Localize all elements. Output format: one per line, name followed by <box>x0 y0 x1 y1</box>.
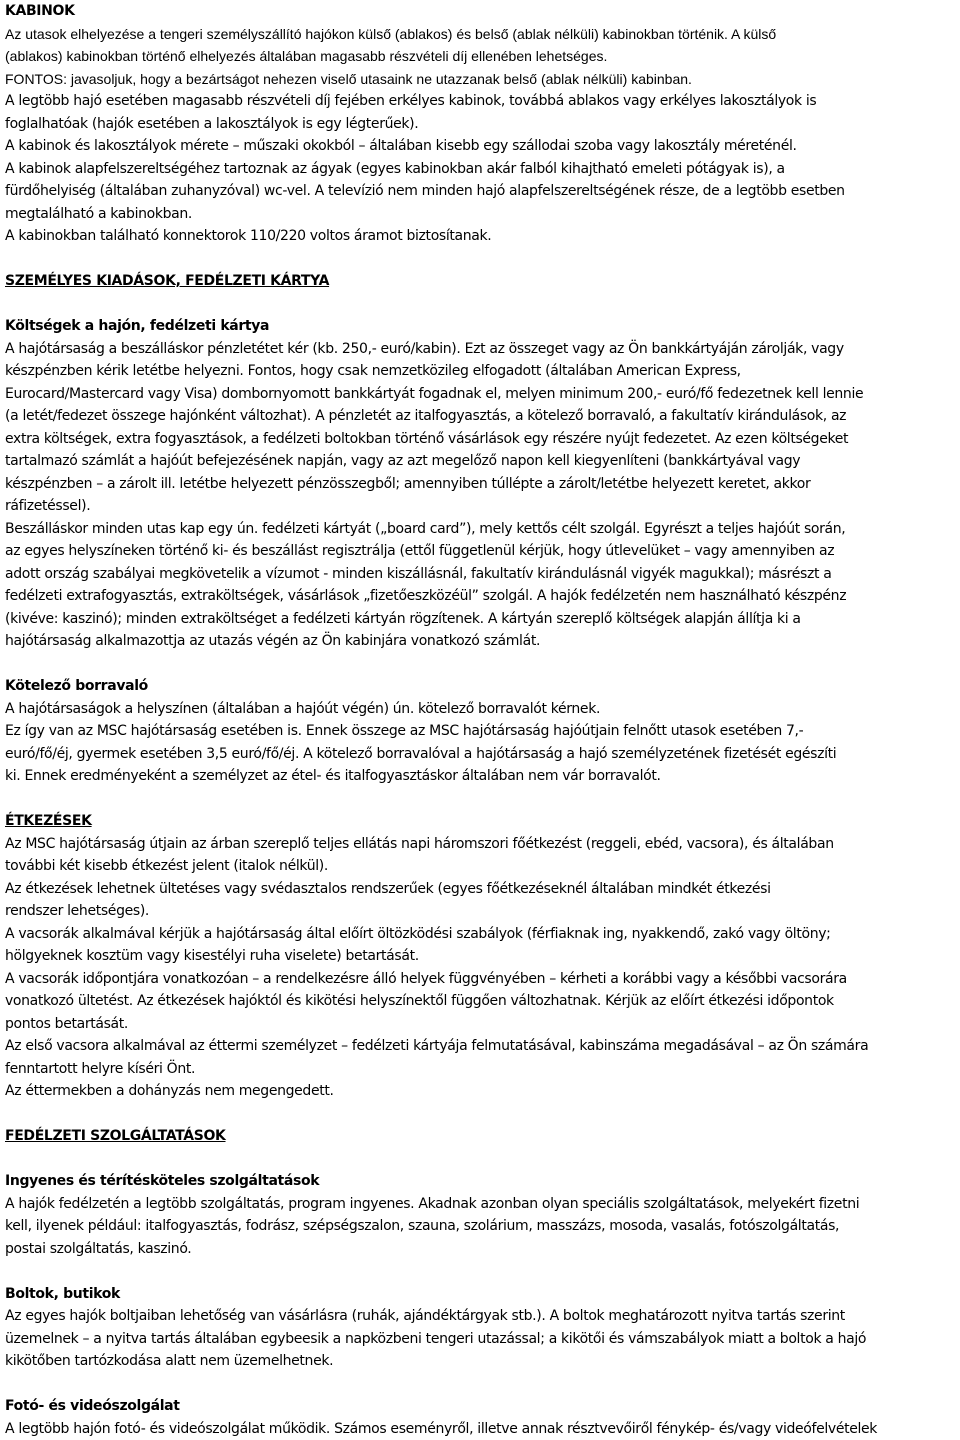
paragraph-line: A vacsorák alkalmával kérjük a hajótársaság által előírt öltözködési szabályok (férfiaknak ing, nyakkendő, zakó vagy öltöny; <box>5 923 949 946</box>
paragraph-line: FONTOS: javasoljuk, hogy a bezártságot nehezen viselő utasaink ne utazzanak belső (ablak nélküli) kabinban. <box>5 68 949 91</box>
paragraph-line: kell, ilyenek például: italfogyasztás, fodrász, szépségszalon, szauna, szolárium, masszázs, mosoda, vasalás, fotószolgáltatás, <box>5 1215 949 1238</box>
paragraph-line: A legtöbb hajón fotó- és videószolgálat működik. Számos eseményről, illetve annak résztvevőiről fénykép- és/vagy videófelvételek <box>5 1418 949 1440</box>
paragraph-line: Ez így van az MSC hajótársaság esetében is. Ennek összege az MSC hajótársaság hajóútjain felnőtt utasok esetében 7,- <box>5 720 949 743</box>
paragraph-line: ki. Ennek eredményeként a személyzet az étel- és italfogyasztáskor általában nem vár borravalót. <box>5 765 949 788</box>
section-title-kabinok: KABINOK <box>5 0 949 23</box>
paragraph-line: Az első vacsora alkalmával az éttermi személyzet – fedélzeti kártyája felmutatásával, kabinszáma megadásával – az Ön számára <box>5 1035 949 1058</box>
paragraph-line: extra költségek, extra fogyasztások, a fedélzeti boltokban történő vásárlások egy részére nyújt fedezetet. Az ezen költségeket <box>5 428 949 451</box>
paragraph-line: további két kisebb étkezést jelent (italok nélkül). <box>5 855 949 878</box>
paragraph-line: A legtöbb hajó esetében magasabb részvételi díj fejében erkélyes kabinok, továbbá ablakos vagy erkélyes lakosztályok is <box>5 90 949 113</box>
paragraph-line: Az egyes hajók boltjaiban lehetőség van vásárlásra (ruhák, ajándéktárgyak stb.). A boltok meghatározott nyitva tartás szerint <box>5 1305 949 1328</box>
paragraph-line: euró/fő/éj, gyermek esetében 3,5 euró/fő/éj. A kötelező borravalóval a hajótársaság a hajó személyzetének fizetését egészíti <box>5 743 949 766</box>
paragraph-line: Az éttermekben a dohányzás nem megengedett. <box>5 1080 949 1103</box>
section-title-kiadasok: SZEMÉLYES KIADÁSOK, FEDÉLZETI KÁRTYA <box>5 270 949 293</box>
paragraph-line: megtalálható a kabinokban. <box>5 203 949 226</box>
paragraph-line: pontos betartását. <box>5 1013 949 1036</box>
paragraph-line: Az MSC hajótársaság útjain az árban szereplő teljes ellátás napi háromszori főétkezést (reggeli, ebéd, vacsora), és általában <box>5 833 949 856</box>
section-title-etkezesek: ÉTKEZÉSEK <box>5 810 949 833</box>
paragraph-line: kikötőben tartózkodása alatt nem üzemelhetnek. <box>5 1350 949 1373</box>
paragraph-line: fürdőhelyiség (általában zuhanyzóval) wc-vel. A televízió nem minden hajó alapfelszereltségének része, de a legtöbb esetben <box>5 180 949 203</box>
paragraph-line: Az utasok elhelyezése a tengeri személyszállító hajókon külső (ablakos) és belső (ablak nélküli) kabinokban történik. A külső <box>5 23 949 46</box>
paragraph-line: fedélzeti extrafogyasztás, extraköltségek, vásárlások „fizetőeszközéül” szolgál. A hajók fedélzetén nem használható készpénz <box>5 585 949 608</box>
paragraph-line: az egyes helyszíneken történő ki- és beszállást regisztrálja (ettől függetlenül kérjük, hogy útlevelüket – vagy amennyiben az <box>5 540 949 563</box>
paragraph-line: (a letét/fedezet összege hajónként változhat). A pénzletét az italfogyasztás, a kötelező borravaló, a fakultatív kirándulások, az <box>5 405 949 428</box>
paragraph-line: Az étkezések lehetnek ültetéses vagy svédasztalos rendszerűek (egyes főétkezéseknél általában mindkét étkezési <box>5 878 949 901</box>
section-szolgaltatasok <box>5 1125 949 1260</box>
paragraph-line: rendszer lehetséges). <box>5 900 949 923</box>
section-kabinok <box>5 0 949 248</box>
paragraph-line: Beszálláskor minden utas kap egy ún. fedélzeti kártyát („board card”), mely kettős célt szolgál. Egyrészt a teljes hajóút során, <box>5 518 949 541</box>
paragraph-line: A kabinokban található konnektorok 110/220 voltos áramot biztosítanak. <box>5 225 949 248</box>
section-kiadasok <box>5 270 949 653</box>
section-title-borravalo: Kötelező borravaló <box>5 675 949 698</box>
paragraph-line: készpénzben – a zárolt ill. letétbe helyezett pénzösszegből; amennyiben túllépte a zárolt/letétbe helyezett keretet, akkor <box>5 473 949 496</box>
paragraph-line: A vacsorák időpontjára vonatkozóan – a rendelkezésre álló helyek függvényében – kérheti a korábbi vagy a későbbi vacsorára <box>5 968 949 991</box>
paragraph-line: postai szolgáltatás, kaszinó. <box>5 1238 949 1261</box>
paragraph-line: A kabinok és lakosztályok mérete – műszaki okokból – általában kisebb egy szállodai szoba vagy lakosztály méreténél. <box>5 135 949 158</box>
section-subtitle-koltsegek: Költségek a hajón, fedélzeti kártya <box>5 315 949 338</box>
paragraph-line: hölgyeknek kosztüm vagy kisestélyi ruha viselete) betartását. <box>5 945 949 968</box>
paragraph-line: (kivéve: kaszinó); minden extraköltséget a fedélzeti kártyán rögzítenek. A kártyán szereplő költségek alapján állítja ki a <box>5 608 949 631</box>
section-boltok <box>5 1283 949 1373</box>
paragraph-line: fenntartott helyre kíséri Önt. <box>5 1058 949 1081</box>
paragraph-line: üzemelnek – a nyitva tartás általában egybeesik a napközbeni tengeri utazással; a kikötői és vámszabályok miatt a boltok a hajó <box>5 1328 949 1351</box>
paragraph-line: adott ország szabályai megkövetelik a vízumot - minden kiszállásnál, fakultatív kirándulásnál vigyék magukkal); másrészt a <box>5 563 949 586</box>
paragraph-line: ráfizetéssel). <box>5 495 949 518</box>
paragraph-line: A hajótársaság a beszálláskor pénzletétet kér (kb. 250,- euró/kabin). Ezt az összeget vagy az Ön bankkártyáján zárolják, vagy <box>5 338 949 361</box>
section-subtitle-ingyenes: Ingyenes és térítésköteles szolgáltatások <box>5 1170 949 1193</box>
paragraph-line: tartalmazó számlát a hajóút befejezésének napján, vagy az azt megelőző napon kell kiegyenlíteni (bankkártyával vagy <box>5 450 949 473</box>
section-title-boltok: Boltok, butikok <box>5 1283 949 1306</box>
paragraph-line: Eurocard/Mastercard vagy Visa) dombornyomott bankkártyát fogadnak el, melyen minimum 200,- euró/fő fedezetnek kell lennie <box>5 383 949 406</box>
paragraph-line: foglalhatóak (hajók esetében a lakosztályok is egy légterűek). <box>5 113 949 136</box>
paragraph-line: készpénzben kérik letétbe helyezni. Fontos, hogy csak nemzetközileg elfogadott (általában American Express, <box>5 360 949 383</box>
section-title-foto: Fotó- és videószolgálat <box>5 1395 949 1418</box>
section-foto <box>5 1395 949 1440</box>
paragraph-line: hajótársaság alkalmazottja az utazás végén az Ön kabinjára vonatkozó számlát. <box>5 630 949 653</box>
paragraph-line: A kabinok alapfelszereltségéhez tartoznak az ágyak (egyes kabinokban akár falból kihajtható emeleti pótágyak is), a <box>5 158 949 181</box>
section-title-szolgaltatasok: FEDÉLZETI SZOLGÁLTATÁSOK <box>5 1125 949 1148</box>
paragraph-line: vonatkozó ültetést. Az étkezések hajóktól és kikötési helyszínektől függően változhatnak. Kérjük az előírt étkezési időpontok <box>5 990 949 1013</box>
paragraph-line: (ablakos) kabinokban történő elhelyezés általában magasabb részvételi díj ellenében lehetséges. <box>5 45 949 68</box>
section-borravalo <box>5 675 949 788</box>
paragraph-line: A hajók fedélzetén a legtöbb szolgáltatás, program ingyenes. Akadnak azonban olyan speciális szolgáltatások, melyekért fizetni <box>5 1193 949 1216</box>
paragraph-line: A hajótársaságok a helyszínen (általában a hajóút végén) ún. kötelező borravalót kérnek. <box>5 698 949 721</box>
section-etkezesek <box>5 810 949 1103</box>
